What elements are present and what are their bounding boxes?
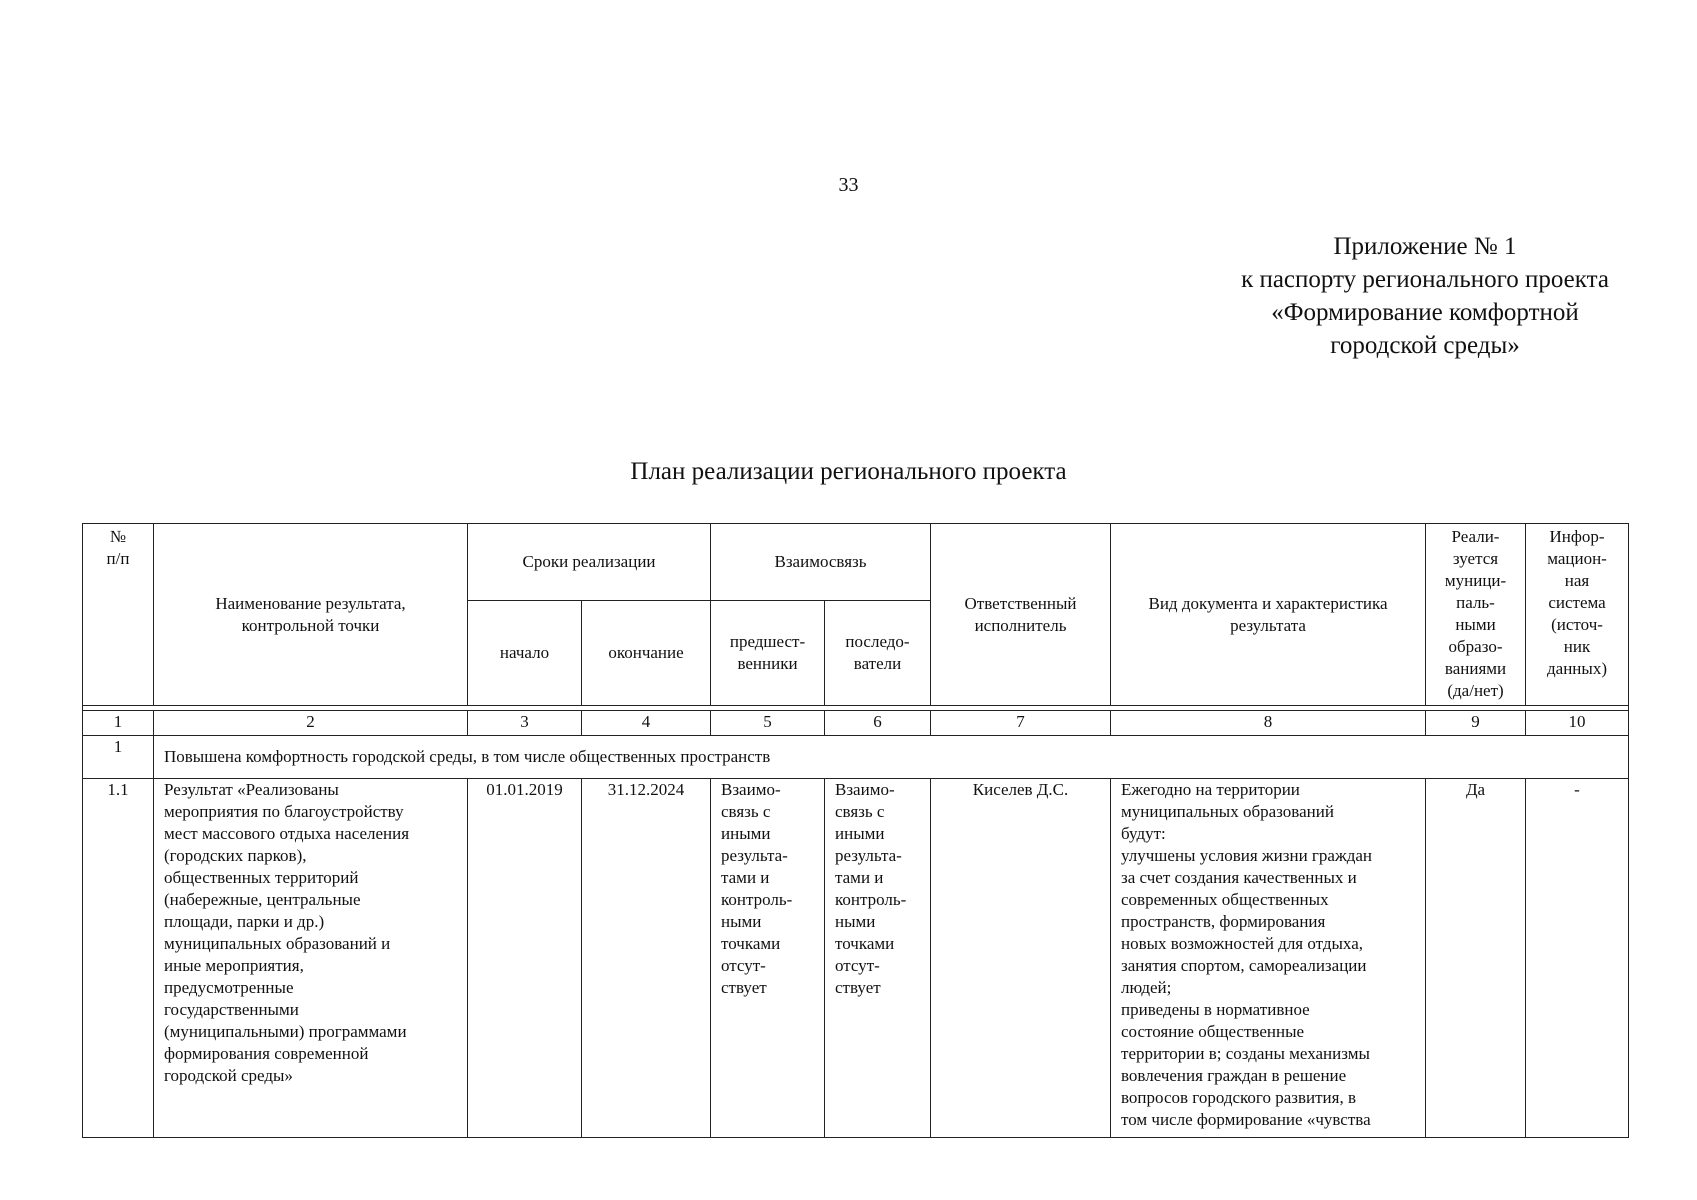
column-number-row (83, 711, 1629, 736)
header-terms-group: Сроки реализации (468, 524, 711, 601)
successors-cell: Взаимо- связь с иными результа- тами и контроль- ными точками отсут- ствует (825, 779, 931, 1138)
column-number: 7 (931, 711, 1111, 736)
header-info-system-line: система (1548, 593, 1606, 612)
header-responsible (931, 524, 1111, 706)
header-responsible-line: Ответственный (964, 593, 1077, 613)
section-number: 1 (83, 736, 154, 779)
header-responsible-line: исполнитель (974, 615, 1067, 635)
end-date: 31.12.2024 (582, 779, 711, 1138)
row-number: 1.1 (83, 779, 154, 1138)
header-info-system-line: Инфор- (1549, 527, 1605, 546)
header-info-system-line: ник (1563, 637, 1591, 656)
header-predecessors (711, 601, 825, 706)
header-num (83, 524, 154, 706)
section-row (83, 736, 1629, 779)
header-successors (825, 601, 931, 706)
column-number: 6 (825, 711, 931, 736)
appendix-line: к паспорту регионального проекта (1241, 266, 1609, 293)
column-number: 10 (1526, 711, 1629, 736)
column-number: 3 (468, 711, 582, 736)
result-description: Ежегодно на территории муниципальных образований будут: улучшены условия жизни граждан за счет создания качественных и современных общественных пространств, формирования новых возможностей для отдыха, занятия спортом, самореализации людей; приведены в нормативное состояние общественные территории в; созданы механизмы вовлечения граждан в решение вопросов городского развития, в том числе формирование «чувства (1111, 779, 1426, 1138)
header-info-system-line: данных) (1547, 659, 1607, 678)
header-end: окончание (582, 601, 711, 706)
start-date: 01.01.2019 (468, 779, 582, 1138)
column-number: 1 (83, 711, 154, 736)
header-doc-type-line: Вид документа и характеристика (1148, 593, 1388, 613)
header-municipal-line: зуется (1452, 549, 1499, 568)
header-municipal-line: образо- (1448, 637, 1503, 656)
header-municipal-line: ными (1455, 615, 1496, 634)
header-info-system-line: ная (1564, 571, 1590, 590)
header-municipal-line: муници- (1444, 571, 1507, 590)
header-municipal (1426, 524, 1526, 706)
header-municipal-line: Реали- (1451, 527, 1500, 546)
header-name (154, 524, 468, 706)
appendix-heading (1195, 230, 1655, 362)
header-predecessors-line: венники (737, 654, 798, 673)
implementation-plan-table (82, 523, 1629, 1138)
info-system-cell: - (1526, 779, 1629, 1138)
header-name-line: Наименование результата, (215, 593, 406, 613)
header-row (83, 524, 1629, 601)
header-link-group: Взаимосвязь (711, 524, 931, 601)
result-name: Результат «Реализованы мероприятия по благоустройству мест массового отдыха населения (городских парков), общественных территорий (набережные, центральные площади, парки и др.) муниципальных образований и иные мероприятия, предусмотренные государственными (муниципальными) программами формирования современной городской среды» (154, 779, 468, 1138)
header-municipal-line: (да/нет) (1447, 681, 1504, 700)
header-start: начало (468, 601, 582, 706)
page-number: 33 (838, 174, 859, 196)
column-number: 4 (582, 711, 711, 736)
predecessors-cell: Взаимо- связь с иными результа- тами и контроль- ными точками отсут- ствует (711, 779, 825, 1138)
column-number: 2 (154, 711, 468, 736)
header-info-system (1526, 524, 1629, 706)
header-num-line: п/п (106, 549, 130, 568)
table-row (83, 779, 1629, 1138)
appendix-line: Приложение № 1 (1333, 233, 1517, 260)
header-num-line: № (109, 527, 127, 546)
header-successors-line: последо- (845, 632, 910, 651)
header-doc-type-line: результата (1230, 615, 1306, 635)
column-number: 5 (711, 711, 825, 736)
header-info-system-line: мацион- (1547, 549, 1607, 568)
appendix-line: городской среды» (1330, 332, 1520, 359)
header-predecessors-line: предшест- (729, 632, 806, 651)
header-municipal-line: ваниями (1444, 659, 1507, 678)
column-number: 8 (1111, 711, 1426, 736)
header-successors-line: ватели (853, 654, 902, 673)
column-number: 9 (1426, 711, 1526, 736)
header-municipal-line: паль- (1456, 593, 1495, 612)
document-title: План реализации регионального проекта (630, 458, 1067, 485)
header-name-line: контрольной точки (241, 615, 380, 635)
section-title: Повышена комфортность городской среды, в том числе общественных пространств (154, 736, 1629, 779)
header-info-system-line: (источ- (1551, 615, 1603, 634)
header-doc-type (1111, 524, 1426, 706)
municipal-cell: Да (1426, 779, 1526, 1138)
appendix-line: «Формирование комфортной (1271, 299, 1579, 326)
responsible-cell: Киселев Д.С. (931, 779, 1111, 1138)
